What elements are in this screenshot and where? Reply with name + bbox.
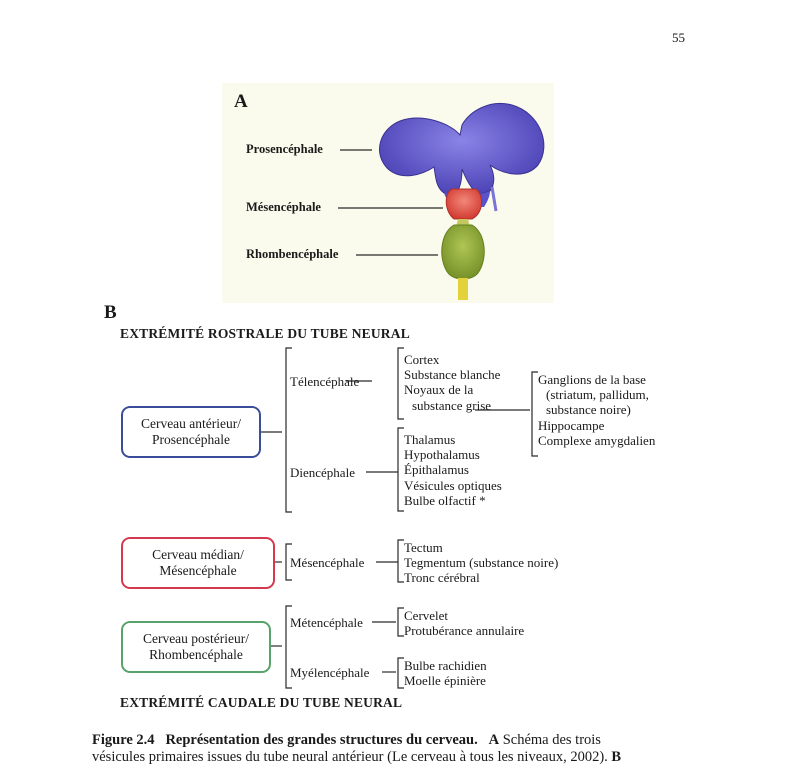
caption-line1: [92, 732, 692, 749]
caption-panel-a: A: [488, 732, 500, 748]
division-mesencephale: Mésencéphale: [290, 555, 365, 570]
diencephale-list: [404, 432, 502, 508]
division-telencephale: Télencéphale: [290, 374, 360, 389]
box-median-line1: Cerveau médian/: [152, 547, 244, 562]
caption-text-2: vésicules primaires issues du tube neural antérieur (Le cerveau à tous les niveaux, 2002).: [92, 749, 608, 765]
caption-label: Figure 2.4: [92, 732, 155, 748]
mesencephale-list: [404, 540, 558, 586]
list-item: Thalamus: [404, 432, 456, 447]
caudal-heading: EXTRÉMITÉ CAUDALE DU TUBE NEURAL: [120, 695, 403, 710]
panel-b-letter: B: [104, 302, 117, 323]
list-item: Noyaux de la: [404, 382, 474, 398]
division-metencephale: Métencéphale: [290, 615, 363, 630]
list-item: (striatum, pallidum,: [546, 387, 649, 403]
label-mesencephale: Mésencéphale: [246, 200, 321, 214]
caption-panel-b: B: [611, 749, 622, 765]
box-cerveau-median: [121, 537, 275, 589]
page-number: 55: [672, 30, 685, 45]
rostral-heading: EXTRÉMITÉ ROSTRALE DU TUBE NEURAL: [120, 326, 410, 341]
box-cerveau-posterieur: [121, 621, 271, 673]
division-diencephale: Diencéphale: [290, 465, 355, 480]
list-item: substance grise: [412, 397, 492, 413]
list-item: Complexe amygdalien: [538, 432, 656, 448]
box-cerveau-anterieur: [121, 406, 261, 458]
box-posterieur-line1: Cerveau postérieur/: [142, 631, 250, 646]
list-item: Épithalamus: [404, 462, 469, 478]
label-rhombencephale: Rhombencéphale: [246, 247, 339, 261]
list-item: substance noire): [546, 402, 631, 418]
box-median-line2: Mésencéphale: [159, 563, 237, 578]
list-item: Vésicules optiques: [404, 477, 502, 493]
box-anterieur-line2: Prosencéphale: [152, 432, 230, 447]
box-posterieur-line2: Rhombencéphale: [149, 647, 243, 662]
myelencephale-list: [404, 658, 487, 688]
list-item: Cervelet: [404, 608, 449, 623]
label-prosencephale: Prosencéphale: [246, 142, 323, 156]
caption-line2: [92, 749, 692, 766]
list-item: Bulbe olfactif *: [404, 492, 486, 508]
caption-text-1: Schéma des trois: [502, 732, 601, 748]
list-item: Ganglions de la base: [538, 372, 646, 387]
list-item: Hippocampe: [538, 417, 605, 433]
panel-a-letter: A: [234, 91, 248, 112]
metencephale-list: [404, 608, 524, 638]
list-item: Tronc cérébral: [404, 570, 480, 586]
basal-structures-list: [538, 372, 655, 448]
caption-title: Représentation des grandes structures du cerveau.: [165, 732, 478, 748]
list-item: Bulbe rachidien: [404, 658, 487, 673]
telencephale-list: [404, 352, 500, 413]
list-item: Substance blanche: [404, 367, 501, 383]
list-item: Tectum: [404, 540, 443, 555]
list-item: Protubérance annulaire: [404, 623, 525, 639]
figure-caption: [92, 732, 692, 766]
list-item: Hypothalamus: [404, 447, 480, 463]
list-item: Moelle épinière: [404, 673, 486, 689]
box-anterieur-line1: Cerveau antérieur/: [140, 416, 242, 431]
list-item: Tegmentum (substance noire): [404, 555, 559, 571]
division-myelencephale: Myélencéphale: [290, 665, 370, 680]
list-item: Cortex: [404, 352, 440, 367]
